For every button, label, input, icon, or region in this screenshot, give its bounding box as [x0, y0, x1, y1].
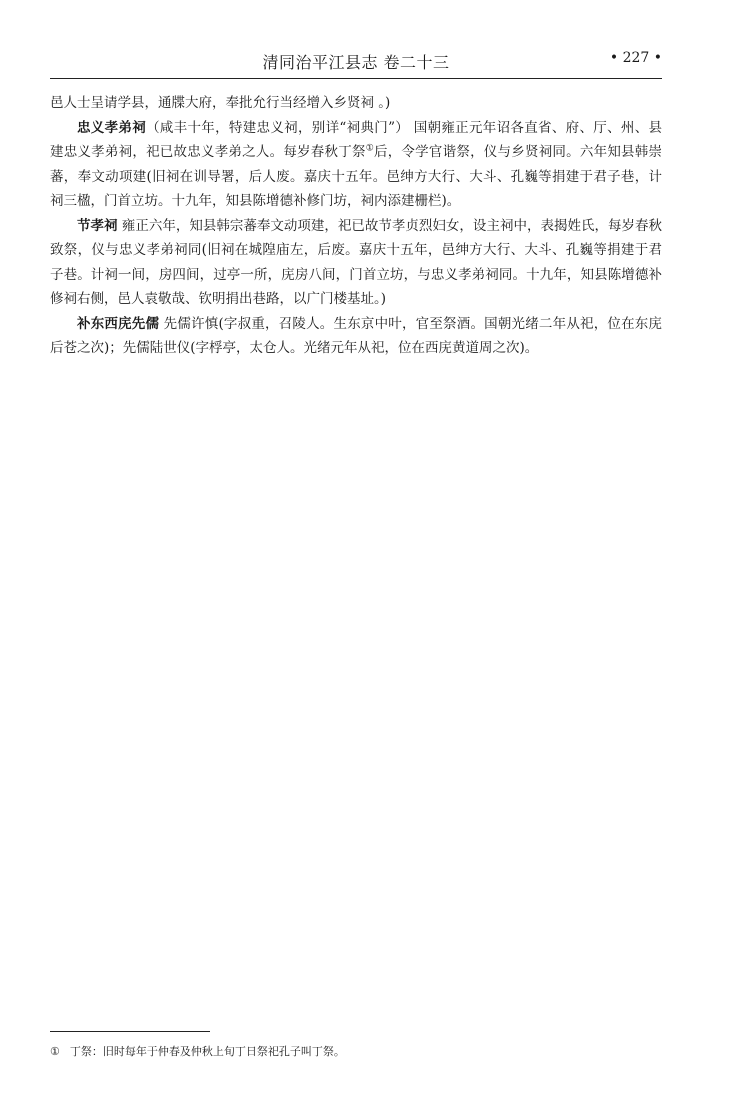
entry-heading: 忠义孝弟祠	[77, 119, 147, 136]
entry-text: 雍正六年，知县韩宗蕃奉文动项建，祀已故节孝贞烈妇女，设主祠中，表揭姓氏，每岁春秋致祭，仪与忠义孝弟祠同(旧祠在城隍庙左，后废。嘉庆十五年，邑绅方大行、大斗、孔巍等捐建于君子巷。计祠一间，房四间，过亭一所，庑房八间，门首立坊，与忠义孝弟祠同。十九年，知县陈增德补修祠右侧，邑人袁敬哉、钦明捐出巷路，以广门楼基址。)	[50, 217, 662, 307]
paragraph-dongxi-wu-xianru	[50, 312, 662, 361]
running-title: 清同治平江县志 卷二十三	[262, 53, 450, 72]
paragraph-zhongyi-xiaodi-ci	[50, 116, 662, 214]
footnote	[50, 1044, 662, 1060]
body-text	[50, 91, 662, 361]
footnote-text: 丁祭：旧时每年于仲春及仲秋上旬丁日祭祀孔子叫丁祭。	[69, 1045, 345, 1058]
entry-heading: 节孝祠	[77, 217, 118, 234]
running-header	[50, 48, 662, 78]
entry-text: 先儒许慎(字叔重，召陵人。生东京中叶，官至祭酒。国朝光绪二年从祀，位在东庑后苍之次)；先儒陆世仪(字桴亭，太仓人。光绪元年从祀，位在西庑黄道周之次)。	[50, 315, 663, 356]
footnote-reference[interactable]: ①	[365, 143, 374, 154]
entry-heading: 补东西庑先儒	[77, 315, 160, 332]
footnote-rule	[50, 1031, 210, 1032]
continued-paragraph: 邑人士呈请学县，通牒大府，奉批允行当经增入乡贤祠 。)	[50, 95, 391, 111]
entry-text: （咸丰十年，特建忠义祠，别详“祠典门”） 国朝雍正元年诏各直省、府、厅、州、县建忠义孝弟祠，祀已故忠义孝弟之人。每岁春秋丁祭	[50, 119, 663, 160]
header-rule	[50, 78, 662, 79]
paragraph-jiexiao-ci	[50, 214, 662, 312]
page-number: • 227 •	[609, 50, 662, 66]
footnote-marker: ①	[50, 1045, 60, 1058]
entry-text: 后，令学官谐祭，仪与乡贤祠同。六年知县韩崇蕃，奉文动项建(旧祠在训导署，后人废。嘉庆十五年。邑绅方大行、大斗、孔巍等捐建于君子巷，计祠三楹，门首立坊。十九年，知县陈增德补修门坊，祠内添建栅栏)。	[50, 144, 662, 209]
